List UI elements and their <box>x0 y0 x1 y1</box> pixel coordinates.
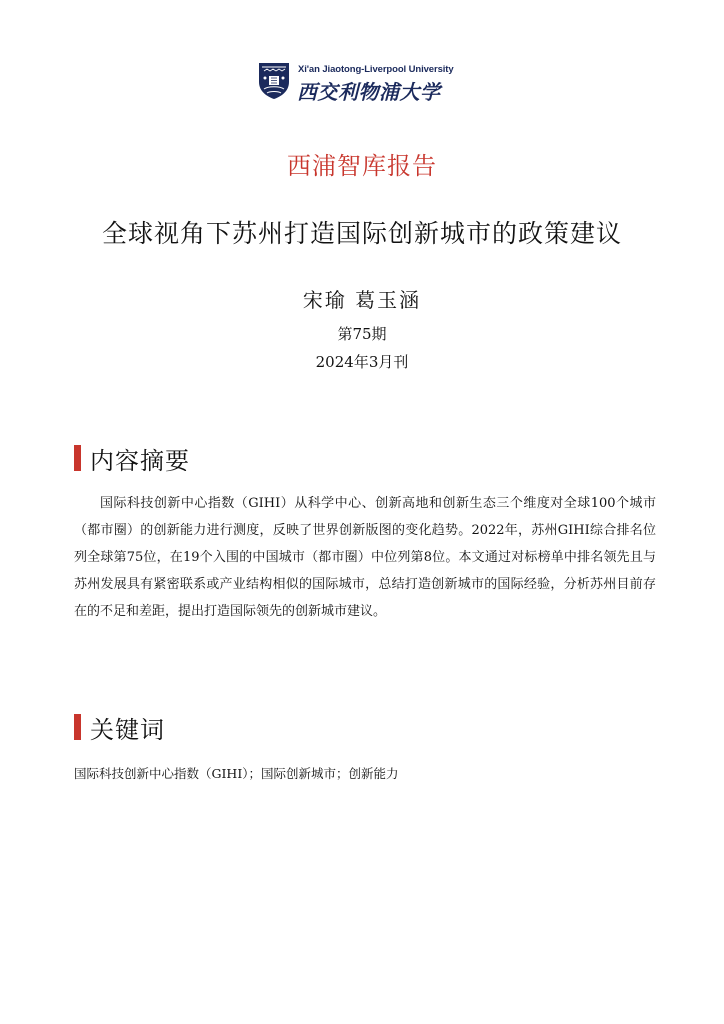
abstract-heading <box>74 443 190 473</box>
university-name-cn: 西交利物浦大学 <box>297 80 441 104</box>
report-authors: 宋瑜 葛玉涵 <box>302 288 422 312</box>
university-logo <box>258 62 468 104</box>
keywords-heading <box>74 712 165 742</box>
university-crest-icon <box>258 62 290 100</box>
abstract-heading-text: 内容摘要 <box>90 446 190 475</box>
section-marker <box>74 714 81 740</box>
abstract-body: 国际科技创新中心指数（GIHI）从科学中心、创新高地和创新生态三个维度对全球100个城市（都市圈）的创新能力进行测度，反映了世界创新版图的变化趋势。2022年，苏州GIHI综合排名位列全球第75位，在19个入围的中国城市（都市圈）中位列第8位。本文通过对标榜单中排名领先且与苏州发展具有紧密联系或产业结构相似的国际城市，总结打造创新城市的国际经验，分析苏州目前存在的不足和差距，提出打造国际领先的创新城市建议。 <box>74 496 656 619</box>
university-name-en: Xi'an Jiaotong-Liverpool University <box>298 64 454 75</box>
report-issue: 第75期 <box>337 325 387 343</box>
report-title: 全球视角下苏州打造国际创新城市的政策建议 <box>101 219 622 248</box>
section-marker <box>74 445 81 471</box>
keywords-heading-text: 关键词 <box>90 715 165 744</box>
report-date: 2024年3月刊 <box>315 353 409 371</box>
keywords-body: 国际科技创新中心指数（GIHI）；国际创新城市；创新能力 <box>74 766 399 781</box>
report-series: 西浦智库报告 <box>287 152 437 180</box>
